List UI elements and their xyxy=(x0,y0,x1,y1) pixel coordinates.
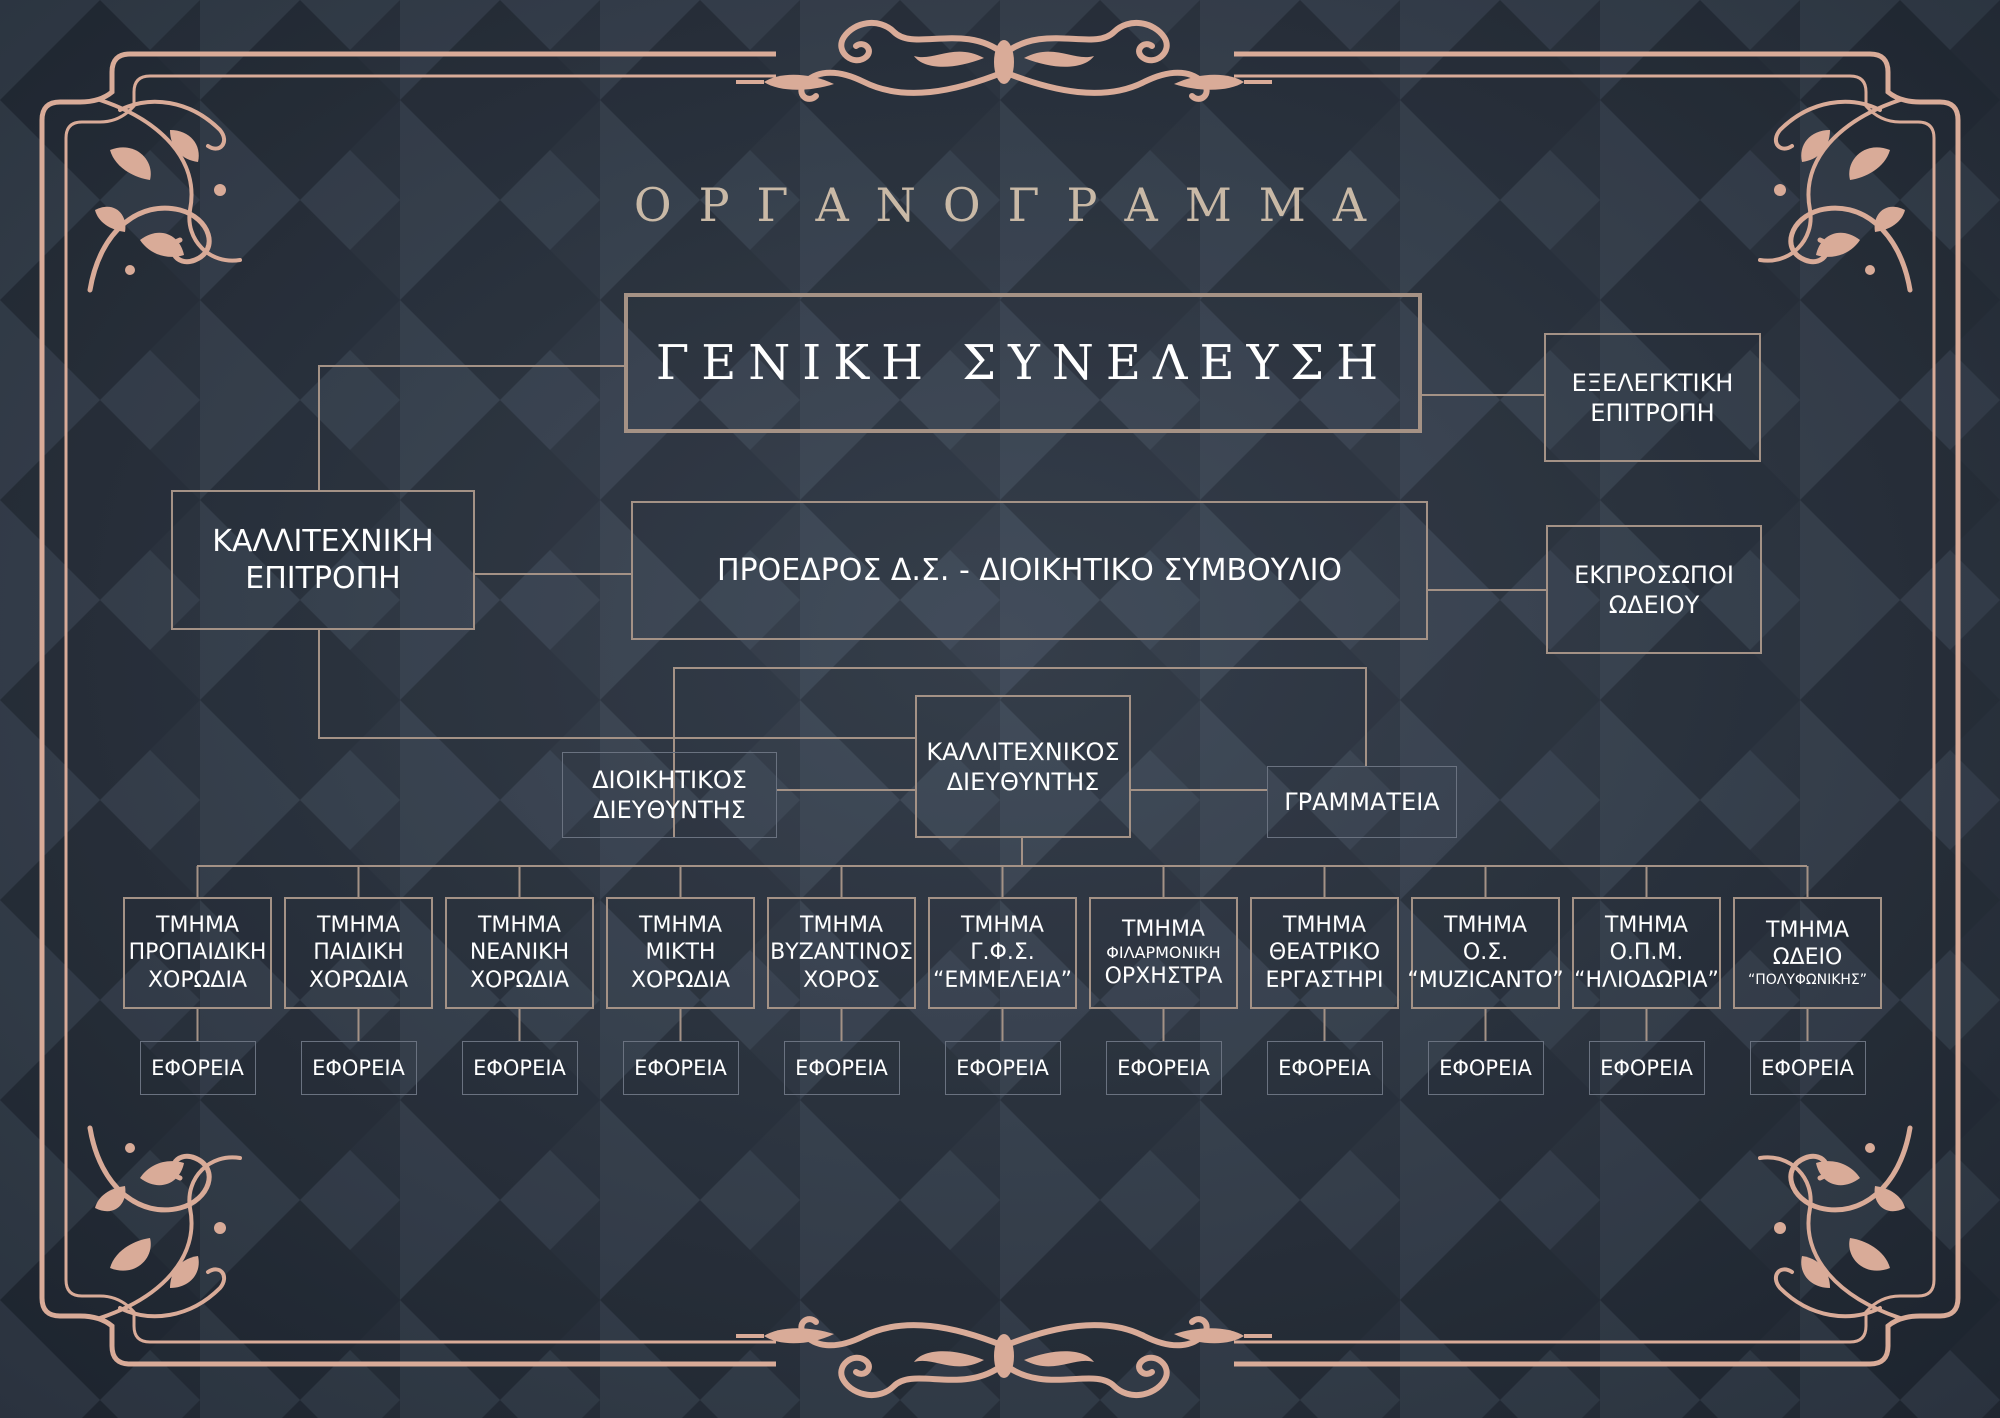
frame-inner-right xyxy=(1234,76,1934,1342)
department-label-line: ΤΜΗΜΑ xyxy=(1121,916,1205,942)
corner-ornament-bottom-right xyxy=(1760,1128,1910,1318)
ephoria-label: ΕΦΟΡΕΙΑ xyxy=(1117,1055,1210,1080)
department-box xyxy=(123,897,272,1009)
ephoria-label: ΕΦΟΡΕΙΑ xyxy=(312,1055,405,1080)
ephoria-label: ΕΦΟΡΕΙΑ xyxy=(795,1055,888,1080)
department-label-line: ΒΥΖΑΝΤΙΝΟΣ xyxy=(770,940,913,966)
department-label-line: ΝΕΑΝΙΚΗ xyxy=(469,940,570,966)
department-label-line: ΤΜΗΜΑ xyxy=(639,912,722,938)
node-secretariat-label: ΓΡΑΜΜΑΤΕΙΑ xyxy=(1284,788,1440,816)
department-label-line: ΤΜΗΜΑ xyxy=(317,912,400,938)
department-label-line: ΧΟΡΟΣ xyxy=(803,967,880,993)
department-label-line: “ΗΛΙΟΔΩΡΙΑ” xyxy=(1574,967,1719,993)
department-label-line: “ΠΟΛΥΦΩΝΙΚΗΣ” xyxy=(1747,971,1868,988)
ephoria-label: ΕΦΟΡΕΙΑ xyxy=(473,1055,566,1080)
ephoria-label: ΕΦΟΡΕΙΑ xyxy=(1761,1055,1854,1080)
node-general-assembly xyxy=(624,293,1422,433)
node-audit-committee-line2: ΕΠΙΤΡΟΠΗ xyxy=(1590,398,1715,427)
node-admin-director-line2: ΔΙΕΥΘΥΝΤΗΣ xyxy=(593,796,746,824)
department-label-line: ΟΡΧΗΣΤΡΑ xyxy=(1104,964,1223,989)
ephoria-box xyxy=(1428,1041,1544,1095)
department-label-line: ΤΜΗΜΑ xyxy=(156,912,239,938)
department-box xyxy=(606,897,755,1009)
department-label-line: ΜΙΚΤΗ xyxy=(645,940,716,966)
department-label-line: ΠΑΙΔΙΚΗ xyxy=(313,940,404,966)
department-box xyxy=(1407,897,1564,1009)
ephoria-label: ΕΦΟΡΕΙΑ xyxy=(151,1055,244,1080)
department-box xyxy=(928,897,1077,1009)
ephoria-label: ΕΦΟΡΕΙΑ xyxy=(956,1055,1049,1080)
department-label-line: ΤΜΗΜΑ xyxy=(960,912,1044,938)
page-title: ΟΡΓΑΝΟΓΡΑΜΜΑ xyxy=(633,178,1394,232)
department-box xyxy=(445,897,594,1009)
corner-ornament-bottom-left xyxy=(90,1128,240,1318)
node-artistic-director-line2: ΔΙΕΥΘΥΝΤΗΣ xyxy=(946,767,1100,796)
department-label-line: ΤΜΗΜΑ xyxy=(1604,912,1688,938)
department-label-line: ΘΕΑΤΡΙΚΟ xyxy=(1268,940,1381,966)
department-label-line: ΠΡΟΠΑΙΔΙΚΗ xyxy=(128,940,267,966)
department-label-line: ΤΜΗΜΑ xyxy=(800,912,883,938)
node-artistic-committee xyxy=(171,490,475,630)
department-label-line: Ο.Σ. xyxy=(1462,940,1509,966)
node-artistic-committee-line1: ΚΑΛΛΙΤΕΧΝΙΚΗ xyxy=(212,523,434,559)
ephoria-box xyxy=(1267,1041,1383,1095)
node-admin-director xyxy=(562,752,777,838)
department-label-line: Γ.Φ.Σ. xyxy=(970,940,1035,966)
ephoria-box xyxy=(1106,1041,1222,1095)
ephoria-box xyxy=(784,1041,900,1095)
department-label-line: ΧΟΡΩΔΙΑ xyxy=(147,967,248,993)
ephoria-box xyxy=(1589,1041,1705,1095)
department-label-line: “MUZICANTO” xyxy=(1407,967,1564,993)
connector-assembly-artistic xyxy=(319,366,624,490)
node-secretariat xyxy=(1267,766,1457,838)
node-general-assembly-label: ΓΕΝΙΚΗ ΣΥΝΕΛΕΥΣΗ xyxy=(655,335,1391,391)
department-label-line: Ο.Π.Μ. xyxy=(1609,940,1684,966)
department-box xyxy=(284,897,433,1009)
ephoria-label: ΕΦΟΡΕΙΑ xyxy=(1439,1055,1532,1080)
department-box xyxy=(1250,897,1399,1009)
department-label-line: ΕΡΓΑΣΤΗΡΙ xyxy=(1265,967,1384,993)
department-label-line: ΦΙΛΑΡΜΟΝΙΚΗ xyxy=(1106,943,1221,962)
node-conservatory-reps-line1: ΕΚΠΡΟΣΩΠΟΙ xyxy=(1574,560,1734,589)
ephoria-box xyxy=(1750,1041,1866,1095)
top-scroll-ornament xyxy=(736,23,1272,99)
ephoria-box xyxy=(462,1041,578,1095)
ephoria-label: ΕΦΟΡΕΙΑ xyxy=(1278,1055,1371,1080)
department-label-line: ΧΟΡΩΔΙΑ xyxy=(308,967,409,993)
department-label-line: ΤΜΗΜΑ xyxy=(1444,912,1527,938)
department-label-line: ΤΜΗΜΑ xyxy=(1283,912,1366,938)
department-label-line: ΧΟΡΩΔΙΑ xyxy=(469,967,570,993)
node-artistic-director xyxy=(915,695,1131,838)
department-label-line: ΧΟΡΩΔΙΑ xyxy=(630,967,731,993)
ephoria-box xyxy=(623,1041,739,1095)
ephoria-box xyxy=(945,1041,1061,1095)
node-board-label: ΠΡΟΕΔΡΟΣ Δ.Σ. - ΔΙΟΙΚΗΤΙΚΟ ΣΥΜΒΟΥΛΙΟ xyxy=(716,552,1343,588)
department-label-line: ΤΜΗΜΑ xyxy=(477,912,561,938)
bottom-scroll-ornament xyxy=(736,1319,1272,1395)
department-label-line: ΤΜΗΜΑ xyxy=(1766,917,1849,943)
department-box xyxy=(1572,897,1721,1009)
node-board xyxy=(631,501,1428,640)
node-audit-committee-line1: ΕΞΕΛΕΓΚΤΙΚΗ xyxy=(1571,368,1734,397)
ephoria-box xyxy=(140,1041,256,1095)
ephoria-box xyxy=(301,1041,417,1095)
connector-artistic-director xyxy=(319,630,915,738)
department-box xyxy=(1733,897,1882,1009)
department-label-line: “ΕΜΜΕΛΕΙΑ” xyxy=(932,967,1073,993)
department-box xyxy=(767,897,916,1009)
node-conservatory-reps-line2: ΩΔΕΙΟΥ xyxy=(1608,590,1700,619)
node-admin-director-line1: ΔΙΟΙΚΗΤΙΚΟΣ xyxy=(592,766,747,794)
frame-inner-left xyxy=(66,76,776,1342)
node-artistic-director-line1: ΚΑΛΛΙΤΕΧΝΙΚΟΣ xyxy=(926,737,1120,766)
node-audit-committee xyxy=(1544,333,1761,462)
node-conservatory-reps xyxy=(1546,525,1762,654)
department-box xyxy=(1089,897,1238,1009)
department-label-line: ΩΔΕΙΟ xyxy=(1772,945,1843,971)
ephoria-label: ΕΦΟΡΕΙΑ xyxy=(1600,1055,1693,1080)
ephoria-label: ΕΦΟΡΕΙΑ xyxy=(634,1055,727,1080)
node-artistic-committee-line2: ΕΠΙΤΡΟΠΗ xyxy=(245,561,401,596)
